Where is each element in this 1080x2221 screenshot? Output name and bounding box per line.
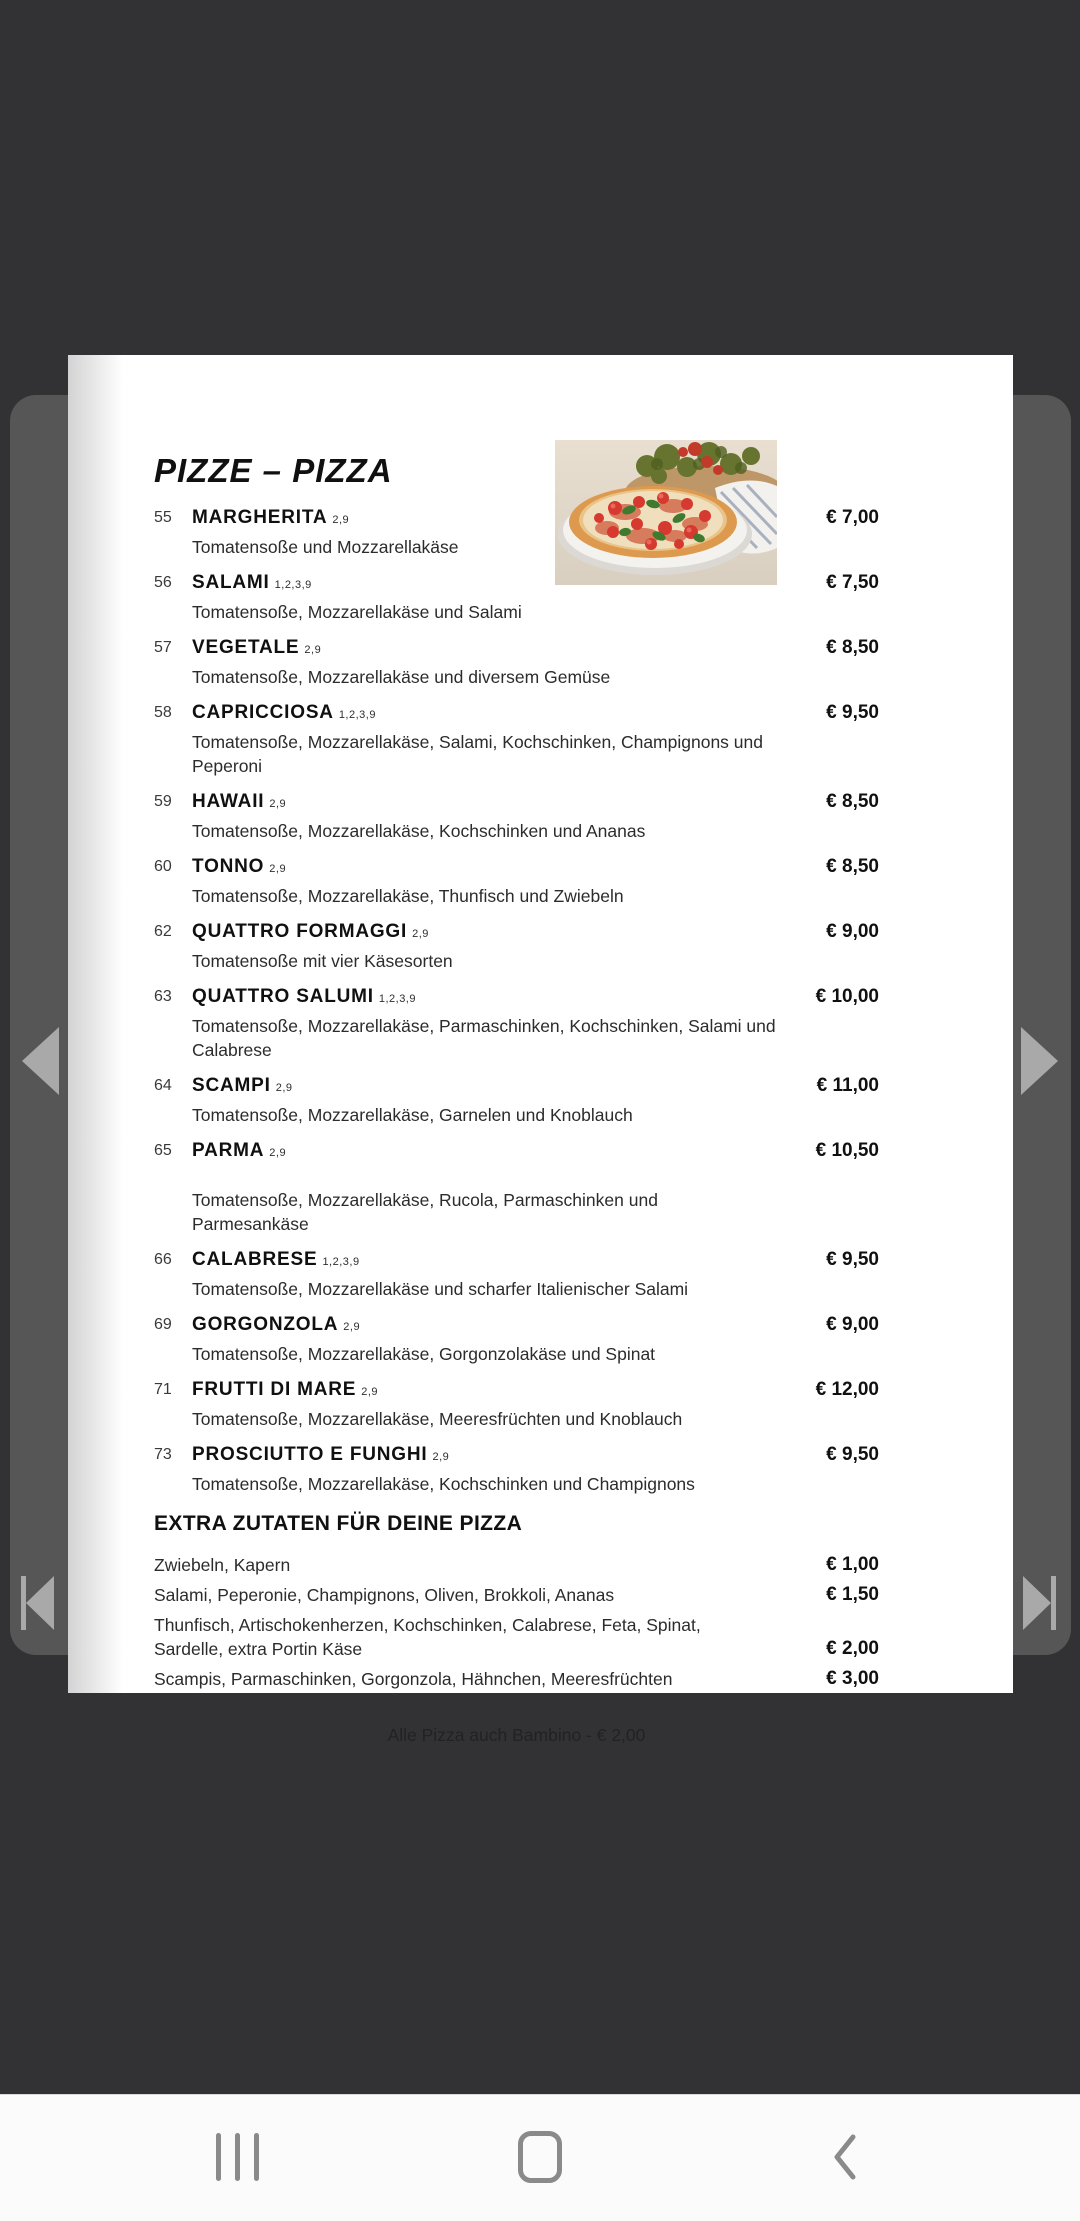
item-main — [192, 1138, 787, 1236]
item-allergen-codes: 1,2,3,9 — [338, 709, 376, 721]
item-allergen-codes: 2,9 — [332, 514, 350, 526]
item-name-line — [192, 1312, 777, 1340]
item-allergen-codes: 2,9 — [343, 1321, 361, 1333]
last-page-icon[interactable] — [1023, 1576, 1056, 1630]
item-price: € 10,50 — [815, 1140, 879, 1161]
extra-ingredients: Zwiebeln, Kapern — [154, 1555, 291, 1575]
item-name: VEGETALE — [192, 637, 300, 658]
item-main — [192, 1312, 787, 1366]
item-description: Tomatensoße, Mozzarellakäse, Garnelen und Knoblauch — [192, 1105, 633, 1125]
item-main — [192, 919, 787, 973]
item-name-line — [192, 1247, 777, 1275]
item-name: CALABRESE — [192, 1249, 318, 1270]
item-description: Tomatensoße, Mozzarellakäse und scharfer Italienischer Salami — [192, 1279, 689, 1299]
last-page-bar — [1051, 1576, 1056, 1630]
item-main — [192, 570, 787, 624]
first-page-triangle — [26, 1576, 54, 1630]
menu-items — [154, 505, 879, 1496]
item-name: SCAMPI — [192, 1075, 271, 1096]
menu-item — [154, 919, 879, 973]
menu-item — [154, 570, 879, 624]
android-nav-bar — [0, 2094, 1080, 2221]
menu-item — [154, 505, 879, 559]
item-allergen-codes: 2,9 — [432, 1451, 450, 1463]
item-main — [192, 1247, 787, 1301]
item-name: MARGHERITA — [192, 507, 328, 528]
item-name-line — [192, 1377, 777, 1405]
item-price: € 7,50 — [826, 572, 879, 593]
extra-row — [154, 1553, 879, 1577]
home-icon[interactable] — [514, 2131, 566, 2183]
extra-price: € 3,00 — [826, 1668, 879, 1689]
item-name-line — [192, 854, 777, 882]
item-allergen-codes: 2,9 — [412, 928, 429, 940]
item-name: GORGONZOLA — [192, 1314, 339, 1335]
menu-item — [154, 635, 879, 689]
item-description: Tomatensoße, Mozzarellakäse, Kochschinken und Champignons — [192, 1474, 695, 1494]
extras-heading: EXTRA ZUTATEN FÜR DEINE PIZZA — [154, 1512, 523, 1535]
item-price: € 12,00 — [815, 1379, 879, 1400]
item-name: PROSCIUTTO E FUNGHI — [192, 1444, 428, 1465]
menu-item — [154, 854, 879, 908]
menu-item — [154, 1138, 879, 1236]
item-price: € 10,00 — [815, 986, 879, 1007]
item-number: 55 — [154, 509, 172, 526]
item-price: € 8,50 — [826, 856, 879, 877]
menu-item — [154, 1073, 879, 1127]
item-name-line — [192, 1442, 777, 1470]
item-name-line — [192, 984, 777, 1012]
right-page-edge-strip — [1012, 395, 1071, 1655]
document-page[interactable] — [68, 355, 1013, 1745]
item-name-line — [192, 700, 777, 728]
item-allergen-codes: 1,2,3,9 — [274, 579, 312, 591]
item-main — [192, 984, 787, 1062]
menu-item — [154, 1442, 879, 1496]
item-name-line — [192, 919, 777, 947]
menu-item — [154, 984, 879, 1062]
item-description: Tomatensoße, Mozzarellakäse, Kochschinken und Ananas — [192, 821, 646, 841]
item-allergen-codes: 2,9 — [275, 1082, 293, 1094]
item-name: SALAMI — [192, 572, 270, 593]
item-number: 63 — [154, 988, 172, 1005]
menu-item — [154, 1312, 879, 1366]
extra-row — [154, 1613, 879, 1661]
extra-ingredients: Scampis, Parmaschinken, Gorgonzola, Hähnchen, Meeresfrüchten — [154, 1669, 673, 1689]
next-page-icon[interactable] — [1021, 1027, 1058, 1095]
page-title: PIZZE – PIZZA — [154, 452, 393, 489]
item-allergen-codes: 2,9 — [361, 1386, 379, 1398]
item-main — [192, 700, 787, 778]
item-price: € 9,00 — [826, 921, 879, 942]
item-name-line — [192, 1073, 777, 1101]
item-name: QUATTRO SALUMI — [192, 986, 374, 1007]
item-name: CAPRICCIOSA — [192, 702, 334, 723]
back-icon[interactable] — [824, 2131, 864, 2183]
extras-rows — [154, 1553, 879, 1691]
extra-row — [154, 1667, 879, 1691]
menu-item — [154, 700, 879, 778]
item-number: 59 — [154, 793, 172, 810]
item-name: QUATTRO FORMAGGI — [192, 921, 408, 942]
prev-page-icon[interactable] — [22, 1027, 59, 1095]
item-price: € 9,50 — [826, 702, 879, 723]
item-name-line — [192, 789, 777, 817]
item-name-line — [192, 635, 777, 663]
item-number: 58 — [154, 704, 172, 721]
extra-ingredients: Salami, Peperonie, Champignons, Oliven, Brokkoli, Ananas — [154, 1585, 615, 1605]
extra-row — [154, 1583, 879, 1607]
item-number: 71 — [154, 1381, 172, 1398]
item-main — [192, 1073, 787, 1127]
item-description: Tomatensoße und Mozzarellakäse — [192, 537, 459, 557]
item-price: € 9,50 — [826, 1249, 879, 1270]
menu-item — [154, 1377, 879, 1431]
item-description: Tomatensoße, Mozzarellakäse, Rucola, Parmaschinken und Parmesankäse — [192, 1190, 658, 1234]
item-name: TONNO — [192, 856, 265, 877]
last-page-triangle — [1023, 1576, 1051, 1630]
item-price: € 9,50 — [826, 1444, 879, 1465]
item-number: 62 — [154, 923, 172, 940]
extra-price: € 1,50 — [826, 1584, 879, 1605]
item-price: € 9,00 — [826, 1314, 879, 1335]
extra-price: € 1,00 — [826, 1554, 879, 1575]
item-main — [192, 635, 787, 689]
item-description: Tomatensoße, Mozzarellakäse, Parmaschinken, Kochschinken, Salami und Calabrese — [192, 1016, 776, 1060]
item-allergen-codes: 2,9 — [269, 863, 287, 875]
item-description: Tomatensoße mit vier Käsesorten — [192, 951, 453, 971]
menu-item — [154, 1247, 879, 1301]
item-name-line — [192, 570, 777, 598]
menu-item — [154, 789, 879, 843]
recents-icon[interactable] — [194, 2131, 280, 2183]
item-price: € 8,50 — [826, 791, 879, 812]
item-main — [192, 789, 787, 843]
item-main — [192, 854, 787, 908]
item-description: Tomatensoße, Mozzarellakäse und Salami — [192, 602, 522, 622]
item-price: € 11,00 — [816, 1075, 879, 1096]
item-price: € 7,00 — [826, 507, 879, 528]
item-number: 65 — [154, 1142, 172, 1159]
item-allergen-codes: 2,9 — [304, 644, 322, 656]
item-number: 60 — [154, 858, 172, 875]
item-description: Tomatensoße, Mozzarellakäse, Salami, Kochschinken, Champignons und Peperoni — [192, 732, 763, 776]
item-description: Tomatensoße, Mozzarellakäse und diversem Gemüse — [192, 667, 611, 687]
item-number: 66 — [154, 1251, 172, 1268]
item-allergen-codes: 1,2,3,9 — [378, 993, 416, 1005]
item-price: € 8,50 — [826, 637, 879, 658]
item-name: PARMA — [192, 1140, 265, 1161]
item-number: 73 — [154, 1446, 172, 1463]
extra-price: € 2,00 — [826, 1638, 879, 1659]
item-main — [192, 505, 787, 559]
item-description: Tomatensoße, Mozzarellakäse, Thunfisch und Zwiebeln — [192, 886, 624, 906]
item-main — [192, 1442, 787, 1496]
item-name-line — [192, 505, 777, 533]
item-description: Tomatensoße, Mozzarellakäse, Gorgonzolakäse und Spinat — [192, 1344, 656, 1364]
item-allergen-codes: 1,2,3,9 — [322, 1256, 360, 1268]
left-page-edge-strip — [10, 395, 68, 1655]
first-page-icon[interactable] — [21, 1576, 54, 1630]
item-name: HAWAII — [192, 791, 265, 812]
item-allergen-codes: 2,9 — [269, 1147, 287, 1159]
item-main — [192, 1377, 787, 1431]
item-allergen-codes: 2,9 — [269, 798, 287, 810]
extra-ingredients: Thunfisch, Artischokenherzen, Kochschinken, Calabrese, Feta, Spinat, Sardelle, extra Portin Käse — [154, 1615, 701, 1659]
footer-note: Alle Pizza auch Bambino - € 2,00 — [387, 1725, 646, 1745]
item-number: 69 — [154, 1316, 172, 1333]
item-number: 56 — [154, 574, 172, 591]
item-name: FRUTTI DI MARE — [192, 1379, 357, 1400]
item-description: Tomatensoße, Mozzarellakäse, Meeresfrüchten und Knoblauch — [192, 1409, 683, 1429]
item-number: 57 — [154, 639, 172, 656]
item-name-line — [192, 1138, 777, 1166]
item-number: 64 — [154, 1077, 172, 1094]
